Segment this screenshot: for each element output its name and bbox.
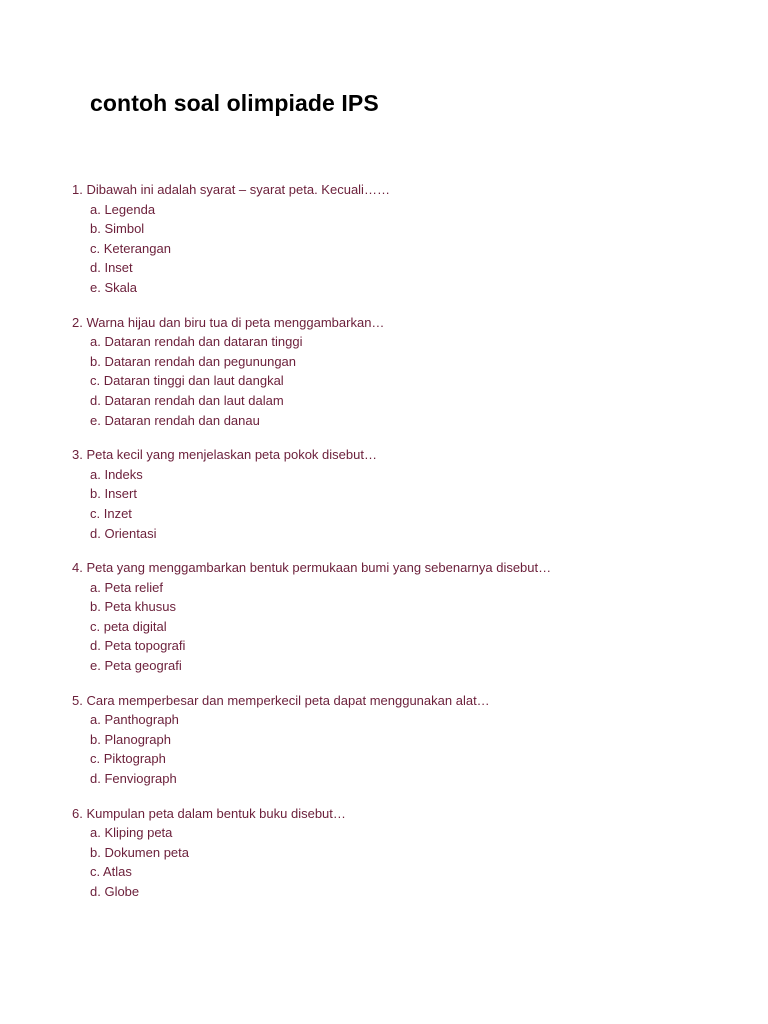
- option-d: d. Inset: [90, 260, 133, 276]
- option-c: c. Dataran tinggi dan laut dangkal: [90, 373, 284, 389]
- option-d: d. Dataran rendah dan laut dalam: [90, 392, 284, 408]
- question-text: 6. Kumpulan peta dalam bentuk buku disebut…: [72, 805, 346, 821]
- option-a: a. Kliping peta: [90, 825, 173, 841]
- option-e: e. Skala: [90, 279, 137, 295]
- option-a: a. Indeks: [90, 466, 143, 482]
- option-b: b. Dokumen peta: [90, 844, 190, 860]
- question-1: [72, 180, 732, 298]
- option-d: d. Peta topografi: [90, 638, 186, 654]
- option-b: b. Simbol: [90, 221, 145, 237]
- option-a: a. Peta relief: [90, 579, 163, 595]
- question-6: [72, 804, 732, 902]
- question-text: 5. Cara memperbesar dan memperkecil peta dapat menggunakan alat…: [72, 692, 490, 708]
- option-list: [72, 710, 732, 788]
- option-d: d. Globe: [90, 884, 140, 899]
- option-d: d. Orientasi: [90, 525, 157, 541]
- option-a: a. Legenda: [90, 201, 156, 217]
- question-text: 2. Warna hijau dan biru tua di peta menggambarkan…: [72, 314, 385, 330]
- option-c: c. Piktograph: [90, 751, 166, 767]
- page-title: contoh soal olimpiade IPS: [90, 90, 379, 116]
- option-c: c. Atlas: [90, 864, 132, 880]
- option-c: c. Keterangan: [90, 240, 171, 256]
- question-text: 1. Dibawah ini adalah syarat – syarat peta. Kecuali……: [72, 182, 390, 197]
- option-b: b. Dataran rendah dan pegunungan: [90, 353, 297, 369]
- question-4: [72, 558, 732, 676]
- option-a: a. Panthograph: [90, 712, 179, 728]
- question-3: [72, 445, 732, 543]
- option-list: [72, 823, 732, 901]
- option-e: e. Dataran rendah dan danau: [90, 412, 260, 428]
- option-c: c. peta digital: [90, 618, 167, 634]
- option-b: b. Peta khusus: [90, 599, 176, 615]
- option-list: [72, 578, 732, 676]
- question-text: 3. Peta kecil yang menjelaskan peta pokok disebut…: [72, 447, 377, 463]
- question-2: [72, 313, 732, 431]
- option-a: a. Dataran rendah dan dataran tinggi: [90, 334, 303, 350]
- question-5: [72, 691, 732, 789]
- option-list: [72, 332, 732, 430]
- option-list: [72, 465, 732, 543]
- option-b: b. Insert: [90, 486, 137, 502]
- option-c: c. Inzet: [90, 505, 132, 521]
- option-d: d. Fenviograph: [90, 771, 177, 787]
- option-b: b. Planograph: [90, 731, 171, 747]
- question-list: [72, 180, 732, 917]
- option-list: [72, 200, 732, 298]
- question-text: 4. Peta yang menggambarkan bentuk permukaan bumi yang sebenarnya disebut…: [72, 560, 552, 576]
- option-e: e. Peta geografi: [90, 658, 182, 674]
